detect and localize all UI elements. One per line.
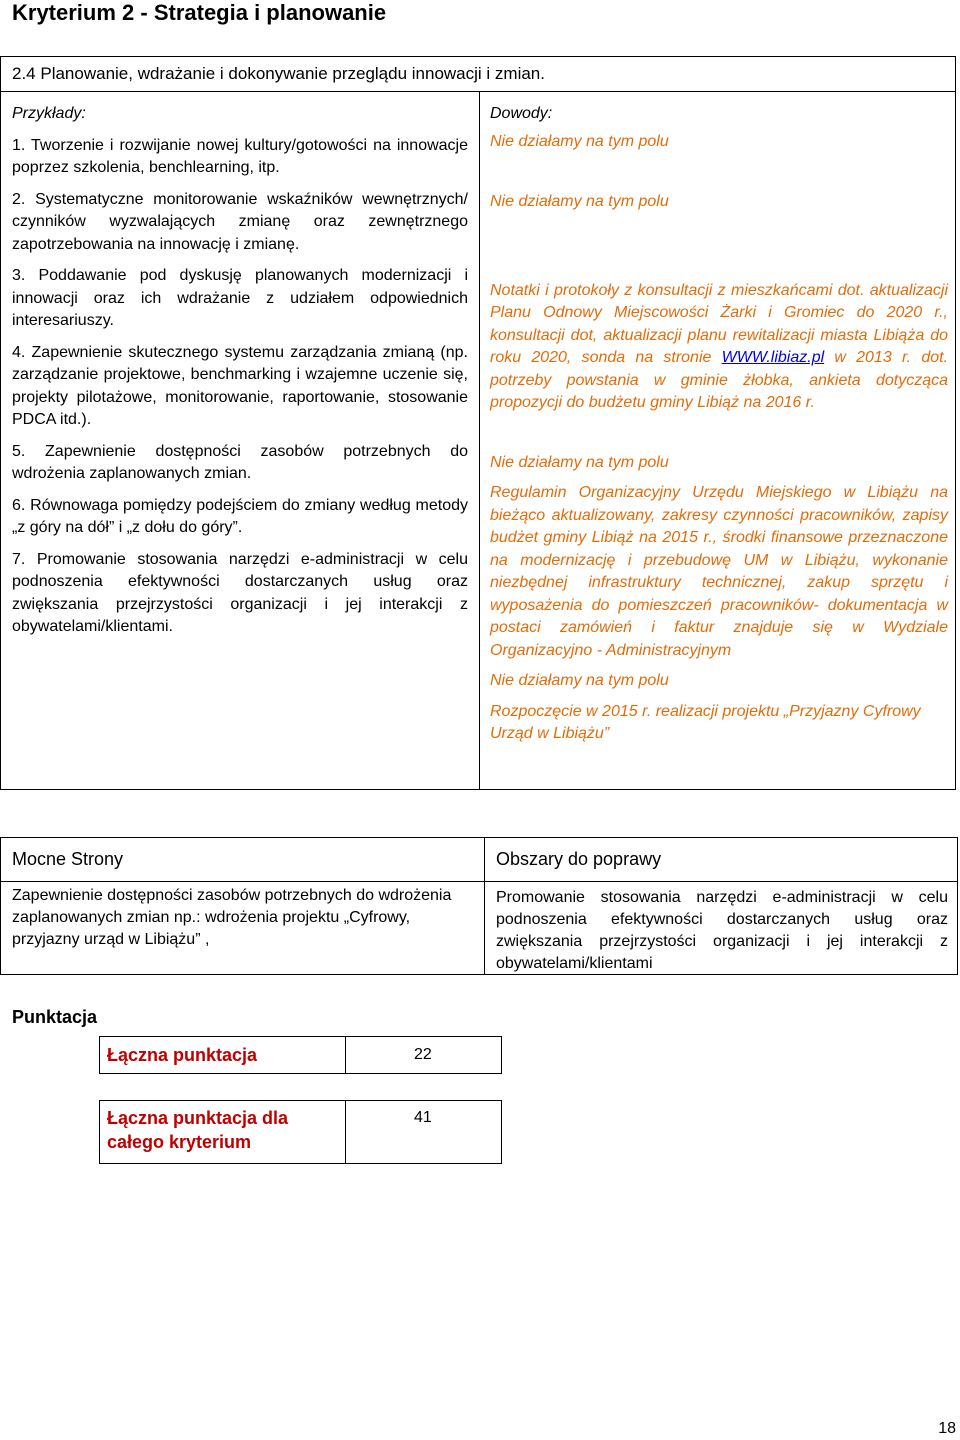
evidence-item-7: Rozpoczęcie w 2015 r. realizacji projektu „Przyjazny Cyfrowy Urząd w Libiążu” xyxy=(490,702,921,742)
example-item-2: 2. Systematyczne monitorowanie wskaźników wewnętrznych/ czynników wyzwalających zmianę oraz zewnętrznego zapotrzebowania na innowację i zmianę. xyxy=(12,190,468,253)
total-score-value: 22 xyxy=(414,1046,432,1063)
criterion-score-box xyxy=(99,1100,502,1164)
evidence-item-4: Nie działamy na tym polu xyxy=(490,453,669,471)
example-item-3: 3. Poddawanie pod dyskusję planowanych modernizacji i innowacji oraz ich wdrażanie z udziałem odpowiednich interesariuszy. xyxy=(12,267,468,329)
example-item-6: 6. Równowaga pomiędzy podejściem do zmiany według metody „z góry na dół” i „z dołu do góry”. xyxy=(12,496,468,536)
scoring-heading: Punktacja xyxy=(12,1007,98,1027)
strengths-heading: Mocne Strony xyxy=(12,849,124,869)
example-item-4: 4. Zapewnienie skutecznego systemu zarządzania zmianą (np. zarządzanie projektowe, benchmarking i wzajemne uczenie się, projekty pilotażowe, monitorowanie, raportowanie, stosowanie PDCA itd.). xyxy=(12,343,468,428)
evidence-item-3-text-a: Notatki i protokoły z konsultacji z mieszkańcami dot. aktualizacji Planu Odnowy Miejscowości Żarki i Gromiec do 2020 r., konsultacji dot, aktualizacji planu rewitalizacji miasta Libiąża do roku 2020, sonda na stronie xyxy=(490,281,948,366)
examples-heading: Przykłady: xyxy=(12,105,86,122)
page-number: 18 xyxy=(938,1420,956,1437)
example-item-7: 7. Promowanie stosowania narzędzi e-administracji w celu podnoszenia efektywności dostarczanych usług oraz zwiększania przejrzystości organizacji i jej interakcji z obywatelami/klientami. xyxy=(12,550,468,635)
evidence-item-3-text-b: w 2013 r. dot. potrzeby powstania w gminie żłobka, ankieta dotycząca propozycji do budżetu gminy Libiąż na 2016 r. xyxy=(490,349,949,411)
strengths-text: Zapewnienie dostępności zasobów potrzebnych do wdrożenia zaplanowanych zmian np.: wdrożenia projektu „Cyfrowy, przyjazny urząd w Libiążu” , xyxy=(12,887,452,948)
evidence-item-6: Nie działamy na tym polu xyxy=(490,672,669,689)
criterion-header xyxy=(1,57,955,92)
evidence-item-5: Regulamin Organizacyjny Urzędu Miejskiego w Libiążu na bieżąco aktualizowany, zakresy czynności pracowników, zapisy budżet gminy Libiąż na 2015 r., środki finansowe przeznaczone na modernizację i przebudowę UM w Libiążu, wykonanie niezbędnej infrastruktury technicznej, zakup sprzętu i wyposażenia do pomieszczeń pracowników- dokumentacja w postaci zamówień i faktur znajduje się w Wydziale Organizacyjno - Administracyjnym xyxy=(490,484,948,659)
improvements-text: Promowanie stosowania narzędzi e-administracji w celu podnoszenia efektywności dostarczanych usług oraz zwiększania przejrzystości organizacji i jej interakcji z obywatelami/klientami xyxy=(496,889,948,972)
libiaz-link[interactable]: WWW.libiaz.pl xyxy=(721,349,825,366)
criterion-header-text: 2.4 Planowanie, wdrażanie i dokonywanie przeglądu innowacji i zmian. xyxy=(12,64,545,83)
evidence-item-3 xyxy=(490,280,948,415)
total-score-box xyxy=(99,1036,502,1074)
evidence-item-2: Nie działamy na tym polu xyxy=(490,192,669,210)
criterion-table xyxy=(0,56,956,790)
evidence-heading: Dowody: xyxy=(490,105,553,122)
criterion-score-label: Łączna punktacja dla całego kryterium xyxy=(100,1101,346,1163)
page-title: Kryterium 2 - Strategia i planowanie xyxy=(12,0,387,25)
strengths-improvements-table xyxy=(0,837,958,975)
examples-column xyxy=(12,103,468,639)
example-item-1: 1. Tworzenie i rozwijanie nowej kultury/gotowości na innowacje poprzez szkolenia, benchlearning, itp. xyxy=(12,136,468,176)
criterion-score-value: 41 xyxy=(414,1109,432,1126)
evidence-column xyxy=(490,103,948,746)
total-score-label: Łączna punktacja xyxy=(100,1037,346,1073)
improvements-heading: Obszary do poprawy xyxy=(496,849,662,869)
column-divider xyxy=(479,92,480,789)
example-item-5: 5. Zapewnienie dostępności zasobów potrzebnych do wdrożenia zaplanowanych zmian. xyxy=(12,442,468,482)
evidence-item-1: Nie działamy na tym polu xyxy=(490,132,669,150)
